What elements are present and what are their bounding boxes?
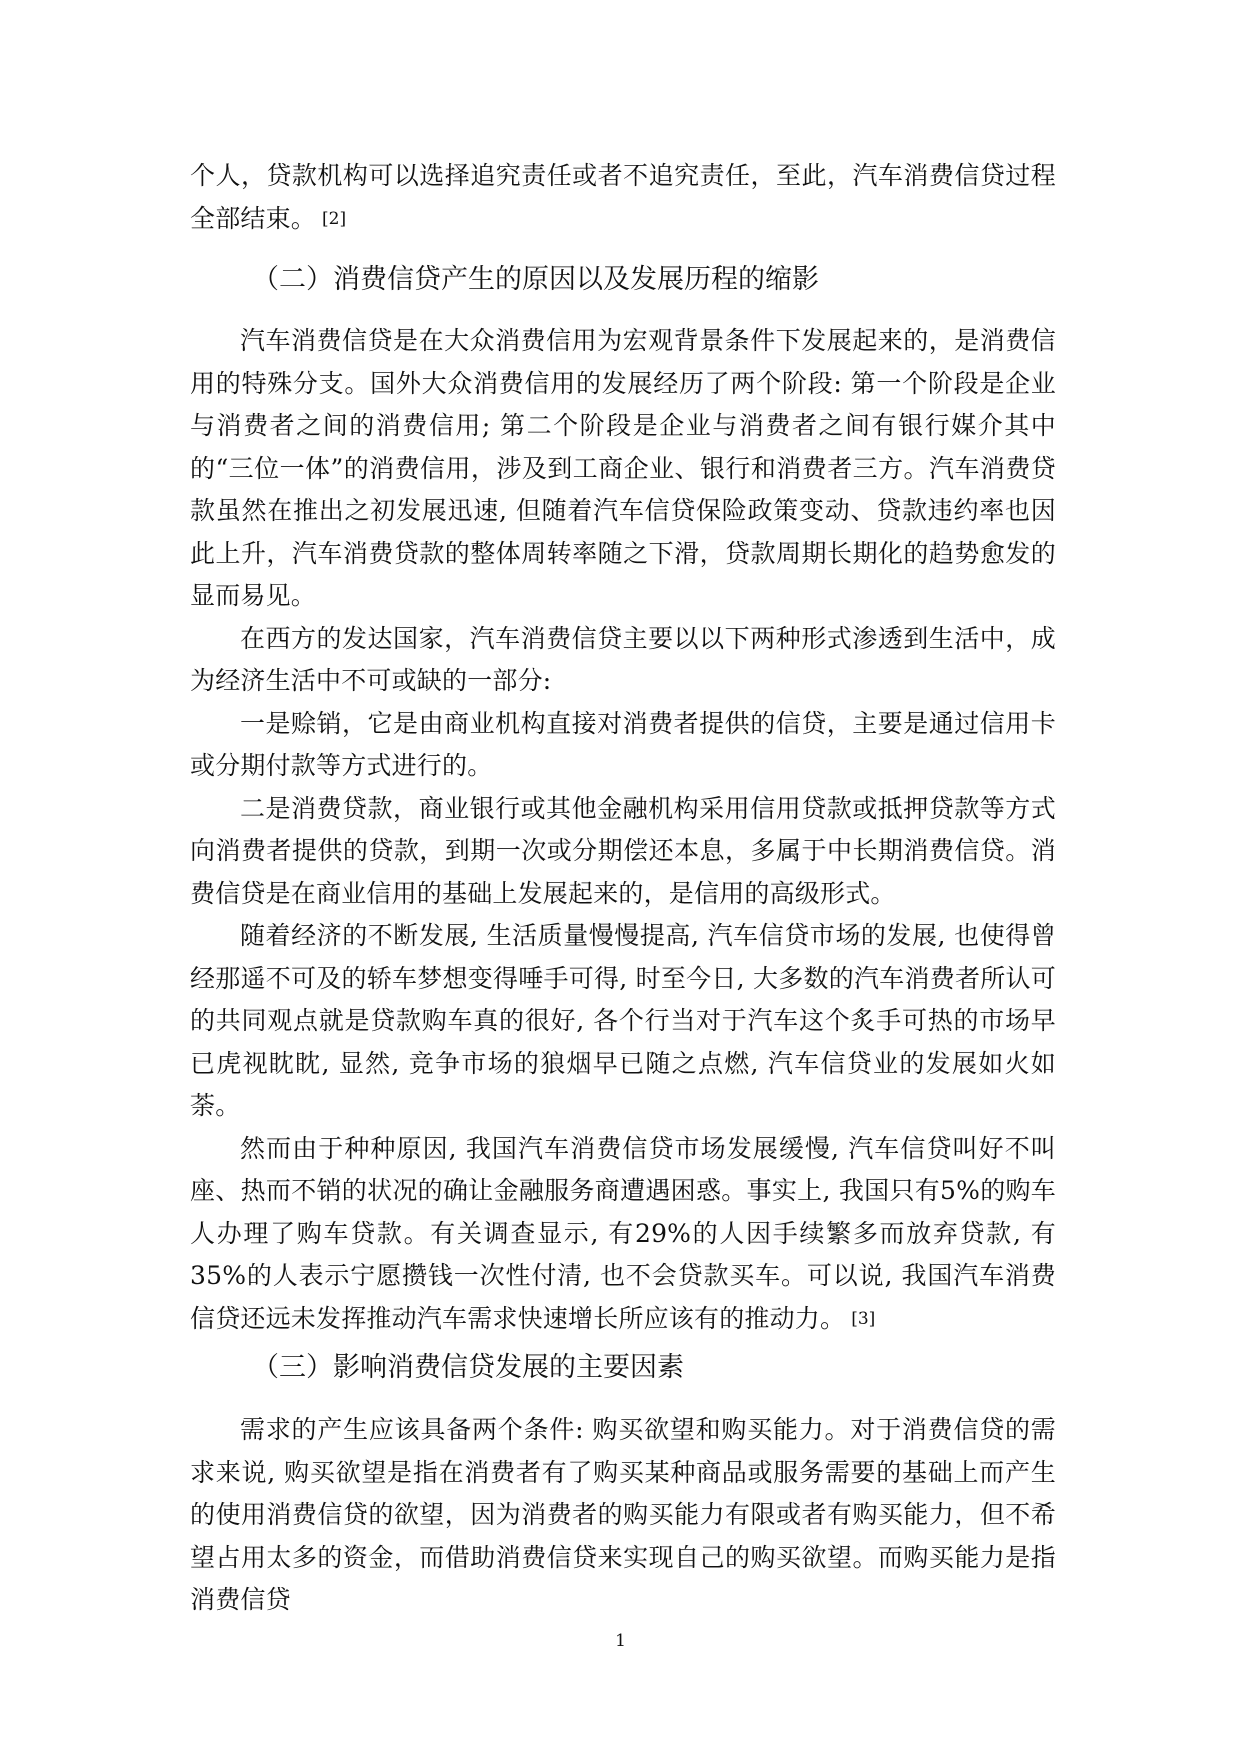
section-heading-2: （二）消费信贷产生的原因以及发展历程的缩影 [252,264,819,295]
paragraph-4: 一是赊销，它是由商业机构直接对消费者提供的信贷，主要是通过信用卡或分期付款等方式进行的。 [190,708,1056,780]
paragraph-3: 在西方的发达国家，汽车消费信贷主要以以下两种形式渗透到生活中，成为经济生活中不可或缺的一部分: [190,623,1056,695]
page-content [190,155,1056,1622]
citation-3: [3] [851,1308,876,1329]
citation-2: [2] [322,208,347,229]
paragraph-6: 随着经济的不断发展, 生活质量慢慢提高, 汽车信贷市场的发展, 也使得曾经那遥不可及的轿车梦想变得唾手可得, 时至今日, 大多数的汽车消费者所认可的共同观点就是贷款购车真的很好, 各个行当对于汽车这个炙手可热的市场早已虎视眈眈, 显然, 竞争市场的狼烟早已随之点燃, 汽车信贷业的发展如火如荼。 [190,921,1056,1120]
page-number: 1 [615,1631,626,1651]
paragraph-1: 个人，贷款机构可以选择追究责任或者不追究责任，至此，汽车消费信贷过程全部结束。 [2] [190,161,1056,233]
paragraph-5: 二是消费贷款，商业银行或其他金融机构采用信用贷款或抵押贷款等方式向消费者提供的贷款，到期一次或分期偿还本息，多属于中长期消费信贷。消费信贷是在商业信用的基础上发展起来的，是信用的高级形式。 [190,793,1056,908]
paragraph-2: 汽车消费信贷是在大众消费信用为宏观背景条件下发展起来的，是消费信用的特殊分支。国外大众消费信用的发展经历了两个阶段: 第一个阶段是企业与消费者之间的消费信用; 第二个阶段是企业与消费者之间有银行媒介其中的“三位一体”的消费信用，涉及到工商企业、银行和消费者三方。汽车消费贷款虽然在推出之初发展迅速, 但随着汽车信贷保险政策变动、贷款违约率也因此上升，汽车消费贷款的整体周转率随之下滑，贷款周期长期化的趋势愈发的显而易见。 [190,326,1056,610]
section-heading-3: （三）影响消费信贷发展的主要因素 [252,1352,684,1383]
paragraph-7: 然而由于种种原因, 我国汽车消费信贷市场发展缓慢, 汽车信贷叫好不叫座、热而不销的状况的确让金融服务商遭遇困惑。事实上, 我国只有5%的购车人办理了购车贷款。有关调查显示, 有29%的人因手续繁多而放弃贷款, 有35%的人表示宁愿攒钱一次性付清, 也不会贷款买车。可以说, 我国汽车消费信贷还远未发挥推动汽车需求快速增长所应该有的推动力。 [3] [190,1133,1056,1333]
paragraph-8: 需求的产生应该具备两个条件: 购买欲望和购买能力。对于消费信贷的需求来说, 购买欲望是指在消费者有了购买某种商品或服务需要的基础上而产生的使用消费信贷的欲望，因为消费者的购买能力有限或者有购买能力，但不希望占用太多的资金，而借助消费信贷来实现自己的购买欲望。而购买能力是指消费信贷 [190,1415,1056,1614]
